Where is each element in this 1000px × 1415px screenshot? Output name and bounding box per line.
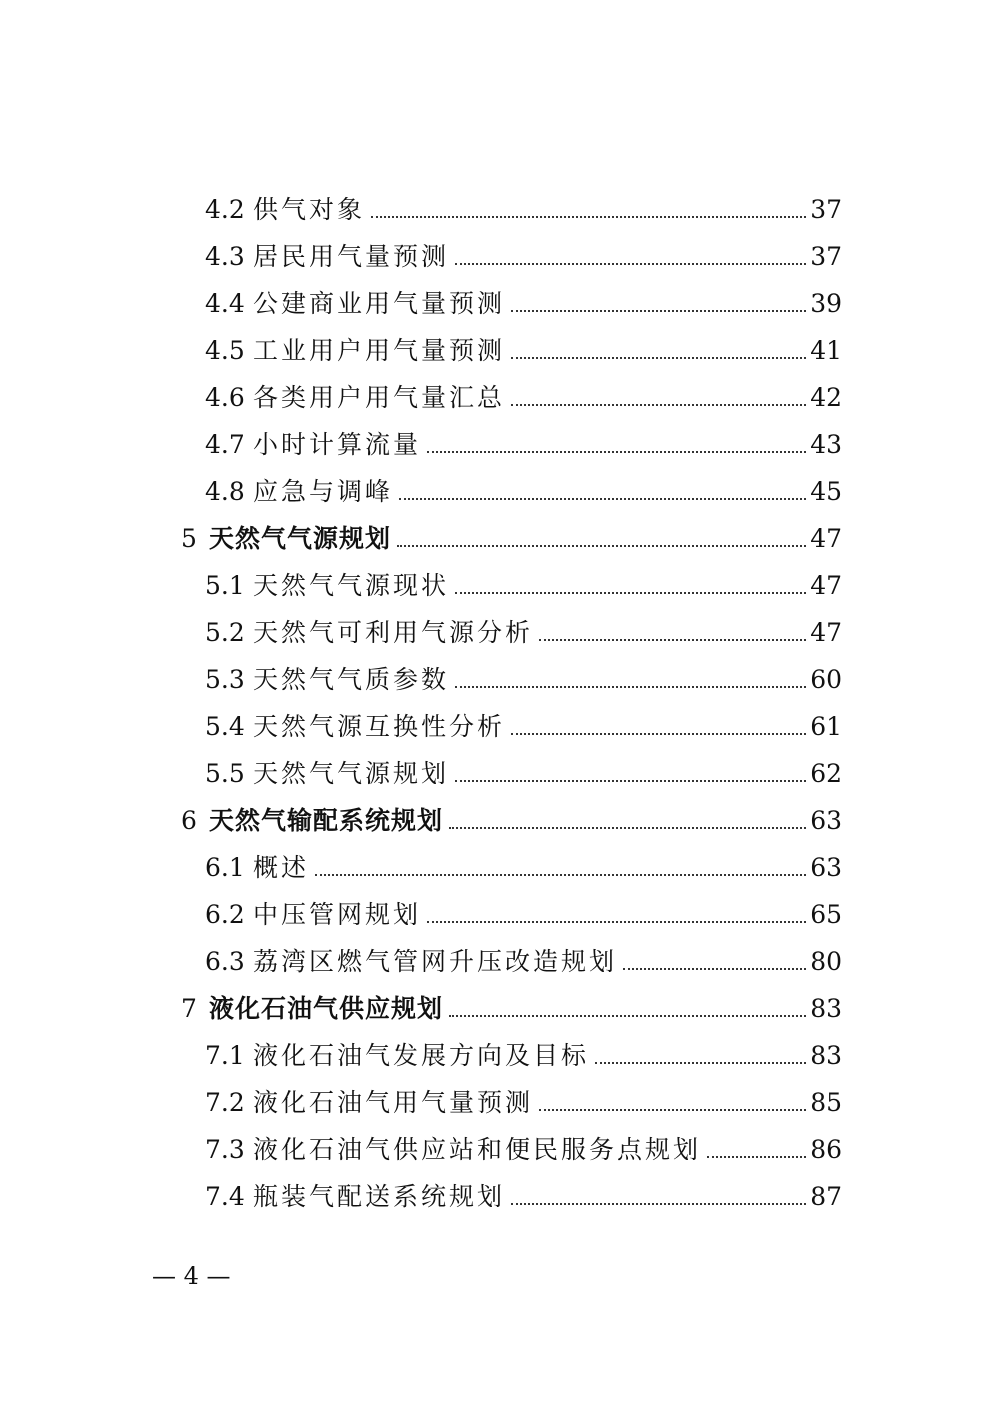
toc-entry-page: 62	[810, 759, 842, 788]
toc-entry[interactable]	[205, 702, 842, 742]
toc-entry-title: 供气对象	[253, 195, 366, 224]
toc-entry-title: 荔湾区燃气管网升压改造规划	[253, 947, 618, 976]
dot-leader	[455, 780, 806, 782]
toc-entry-number: 5.3	[205, 665, 245, 694]
toc-entry-title: 天然气可利用气源分析	[253, 618, 534, 647]
toc-entry-number: 7	[181, 994, 197, 1023]
toc-entry-page: 42	[810, 383, 842, 412]
toc-entry[interactable]	[205, 373, 842, 413]
dot-leader	[539, 1109, 806, 1111]
toc-entry-page: 47	[810, 618, 842, 647]
toc-entry[interactable]	[205, 1172, 842, 1212]
toc-entry-number: 5	[181, 524, 197, 553]
toc-entry-page: 65	[810, 900, 842, 929]
toc-entry-title: 液化石油气用气量预测	[253, 1088, 534, 1117]
toc-entry-number: 4.4	[205, 289, 245, 318]
toc-entry[interactable]	[205, 561, 842, 601]
toc-entry-number: 5.2	[205, 618, 245, 647]
toc-entry-title: 居民用气量预测	[253, 242, 450, 271]
toc-entry-page: 41	[810, 336, 842, 365]
toc-entry-title: 天然气气源现状	[253, 571, 450, 600]
toc-entry-number: 6.3	[205, 947, 245, 976]
toc-entry-number: 5.5	[205, 759, 245, 788]
toc-entry-number: 4.5	[205, 336, 245, 365]
toc-entry-number: 6.1	[205, 853, 245, 882]
toc-entry[interactable]	[205, 608, 842, 648]
toc-entry-title: 各类用户用气量汇总	[253, 383, 506, 412]
dot-leader	[511, 357, 806, 359]
toc-entry[interactable]	[205, 749, 842, 789]
dot-leader	[427, 921, 806, 923]
toc-entry[interactable]	[205, 937, 842, 977]
toc-entry-page: 87	[810, 1182, 842, 1211]
toc-entry-page: 37	[810, 242, 842, 271]
toc-entry[interactable]	[205, 655, 842, 695]
dot-leader	[595, 1062, 806, 1064]
toc-entry-number: 7.4	[205, 1182, 245, 1211]
toc-entry-title: 小时计算流量	[253, 430, 422, 459]
toc-entry[interactable]	[205, 890, 842, 930]
dot-leader	[623, 968, 806, 970]
dot-leader	[511, 404, 806, 406]
dot-leader	[511, 310, 806, 312]
toc-entry-page: 47	[810, 571, 842, 600]
toc-entry-page: 63	[810, 806, 842, 835]
toc-entry-number: 7.1	[205, 1041, 245, 1070]
toc-entry-title: 液化石油气供应规划	[209, 994, 444, 1023]
toc-entry[interactable]	[205, 279, 842, 319]
toc-entry-number: 4.3	[205, 242, 245, 271]
dot-leader	[455, 263, 806, 265]
toc-entry-title: 天然气气源规划	[209, 524, 392, 553]
toc-entry-number: 5.4	[205, 712, 245, 741]
toc-entry-title: 天然气气源规划	[253, 759, 450, 788]
toc-entry-title: 应急与调峰	[253, 477, 394, 506]
toc-entry-title: 天然气输配系统规划	[209, 806, 444, 835]
toc-entry-title: 中压管网规划	[253, 900, 422, 929]
toc-entry[interactable]	[205, 467, 842, 507]
toc-chapter-entry[interactable]	[181, 796, 842, 836]
toc-entry-title: 公建商业用气量预测	[253, 289, 506, 318]
dot-leader	[707, 1156, 806, 1158]
dot-leader	[315, 874, 806, 876]
toc-chapter-entry[interactable]	[181, 984, 842, 1024]
toc-entry-number: 4.2	[205, 195, 245, 224]
toc-entry-number: 5.1	[205, 571, 245, 600]
dot-leader	[539, 639, 806, 641]
dot-leader	[449, 1015, 806, 1017]
toc-entry-page: 86	[810, 1135, 842, 1164]
toc-entry-page: 43	[810, 430, 842, 459]
dot-leader	[511, 1203, 806, 1205]
toc-entry-page: 80	[810, 947, 842, 976]
toc-entry-page: 60	[810, 665, 842, 694]
toc-entry-number: 4.6	[205, 383, 245, 412]
toc-entry-page: 85	[810, 1088, 842, 1117]
dot-leader	[427, 451, 806, 453]
toc-entry-title: 工业用户用气量预测	[253, 336, 506, 365]
toc-entry-number: 4.8	[205, 477, 245, 506]
toc-entry-page: 63	[810, 853, 842, 882]
page-number-footer: — 4 —	[152, 1262, 231, 1290]
toc-chapter-entry[interactable]	[181, 514, 842, 554]
toc-entry-number: 7.3	[205, 1135, 245, 1164]
toc-entry[interactable]	[205, 843, 842, 883]
toc-entry[interactable]	[205, 1078, 842, 1118]
toc-entry[interactable]	[205, 1031, 842, 1071]
toc-entry-title: 天然气源互换性分析	[253, 712, 506, 741]
toc-entry-title: 液化石油气发展方向及目标	[253, 1041, 590, 1070]
toc-entry-number: 6.2	[205, 900, 245, 929]
toc-entry-number: 4.7	[205, 430, 245, 459]
toc-entry[interactable]	[205, 1125, 842, 1165]
dot-leader	[511, 733, 806, 735]
toc-entry-number: 7.2	[205, 1088, 245, 1117]
dot-leader	[397, 545, 806, 547]
toc-entry-title: 概述	[253, 853, 310, 882]
dot-leader	[455, 592, 806, 594]
toc-entry-page: 37	[810, 195, 842, 224]
toc-entry[interactable]	[205, 420, 842, 460]
toc-entry-title: 液化石油气供应站和便民服务点规划	[253, 1135, 702, 1164]
toc-entry[interactable]	[205, 326, 842, 366]
toc-entry-page: 39	[810, 289, 842, 318]
toc-entry-page: 83	[810, 1041, 842, 1070]
dot-leader	[399, 498, 806, 500]
toc-entry-title: 天然气气质参数	[253, 665, 450, 694]
dot-leader	[371, 216, 806, 218]
toc-entry-page: 83	[810, 994, 842, 1023]
toc-entry[interactable]	[205, 185, 842, 225]
toc-entry-title: 瓶装气配送系统规划	[253, 1182, 506, 1211]
toc-entry-number: 6	[181, 806, 197, 835]
dot-leader	[449, 827, 806, 829]
toc-entry-page: 61	[810, 712, 842, 741]
dot-leader	[455, 686, 806, 688]
toc-entry-page: 47	[810, 524, 842, 553]
toc-entry[interactable]	[205, 232, 842, 272]
toc-entry-page: 45	[810, 477, 842, 506]
